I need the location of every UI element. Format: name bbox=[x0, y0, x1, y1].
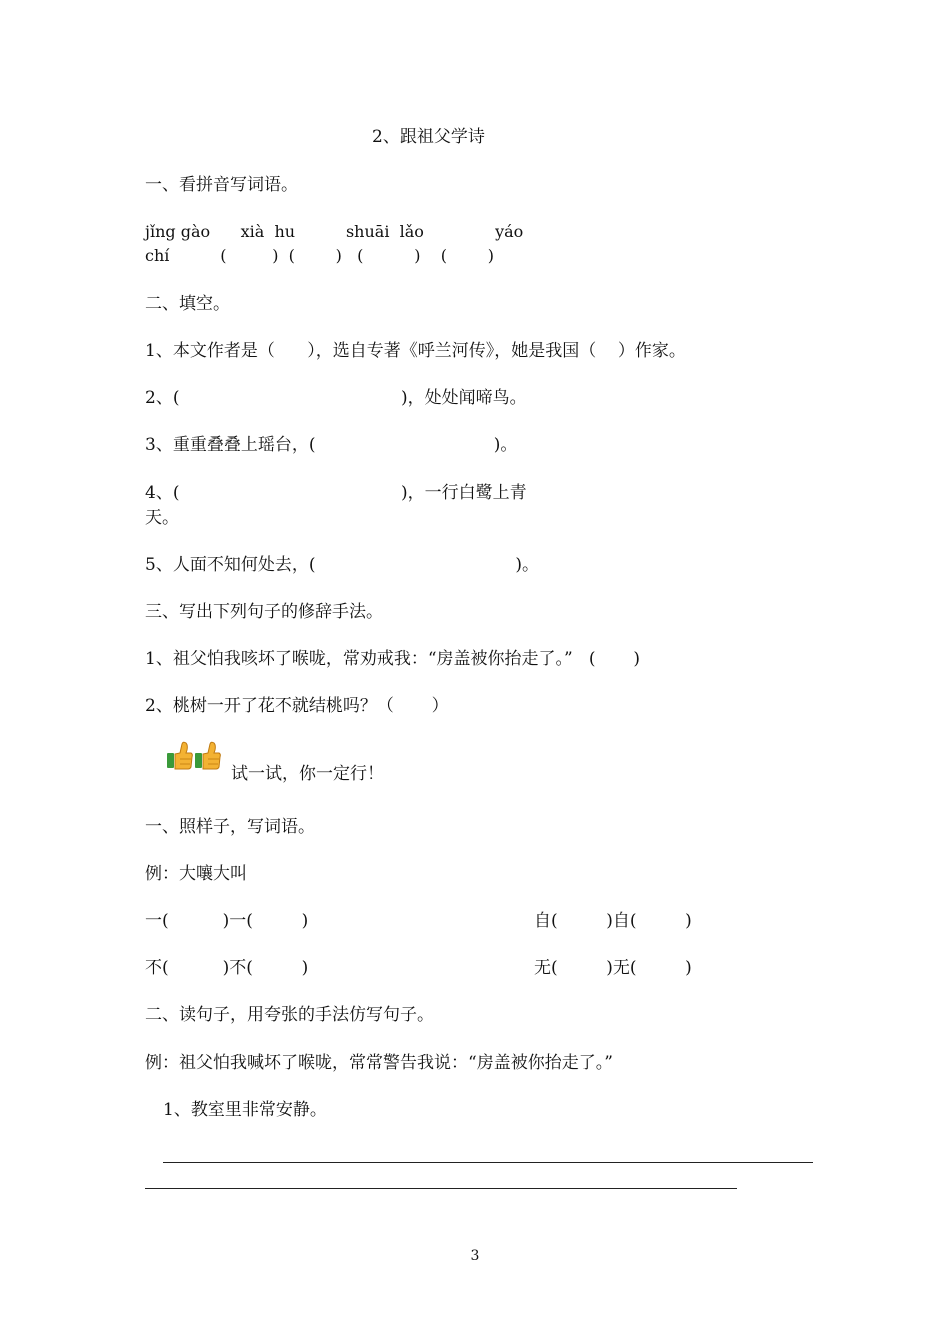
example-text: 例：大嚷大叫 bbox=[145, 864, 247, 884]
word-blank-row: 一( )一( ) bbox=[145, 911, 309, 931]
answer-line bbox=[163, 1162, 813, 1163]
section-heading: 一、看拼音写词语。 bbox=[145, 175, 298, 195]
rhetoric-question: 1、祖父怕我咳坏了喉咙，常劝戒我：“房盖被你抬走了。” ( ) bbox=[145, 649, 640, 669]
word-blank-row: 不( )不( ) bbox=[145, 958, 309, 978]
answer-line bbox=[145, 1188, 737, 1189]
section-heading: 二、填空。 bbox=[145, 294, 230, 314]
section-heading: 三、写出下列句子的修辞手法。 bbox=[145, 602, 383, 622]
fill-question: 2、( )，处处闻啼鸟。 bbox=[145, 388, 527, 408]
thumbs-up-icon bbox=[165, 740, 221, 772]
section-heading: 一、照样子，写词语。 bbox=[145, 817, 315, 837]
rhetoric-question: 2、桃树一开了花不就结桃吗？（ ） bbox=[145, 696, 449, 716]
fill-question: 4、( )，一行白鹭上青 bbox=[145, 483, 527, 503]
writing-question: 1、教室里非常安静。 bbox=[163, 1100, 327, 1120]
page-number: 3 bbox=[470, 1248, 480, 1264]
word-blank-row: 自( )自( ) bbox=[534, 911, 692, 931]
section-heading: 二、读句子，用夸张的手法仿写句子。 bbox=[145, 1005, 434, 1025]
page-title: 2、跟祖父学诗 bbox=[372, 127, 485, 147]
fill-question: 5、人面不知何处去，( )。 bbox=[145, 555, 540, 575]
fill-question-continued: 天。 bbox=[145, 508, 179, 528]
pinyin-line: jǐng gào xià hu shuāi lǎo yáo bbox=[145, 222, 524, 241]
answer-blanks-line: chí ( ) ( ) ( ) ( ) bbox=[145, 246, 494, 265]
example-text: 例：祖父怕我喊坏了喉咙，常常警告我说：“房盖被你抬走了。” bbox=[145, 1053, 613, 1073]
word-blank-row: 无( )无( ) bbox=[534, 958, 692, 978]
encouragement-text: 试一试，你一定行！ bbox=[231, 764, 384, 784]
fill-question: 1、本文作者是（ ），选自专著《呼兰河传》，她是我国（ ）作家。 bbox=[145, 341, 686, 361]
fill-question: 3、重重叠叠上瑶台，( )。 bbox=[145, 435, 518, 455]
